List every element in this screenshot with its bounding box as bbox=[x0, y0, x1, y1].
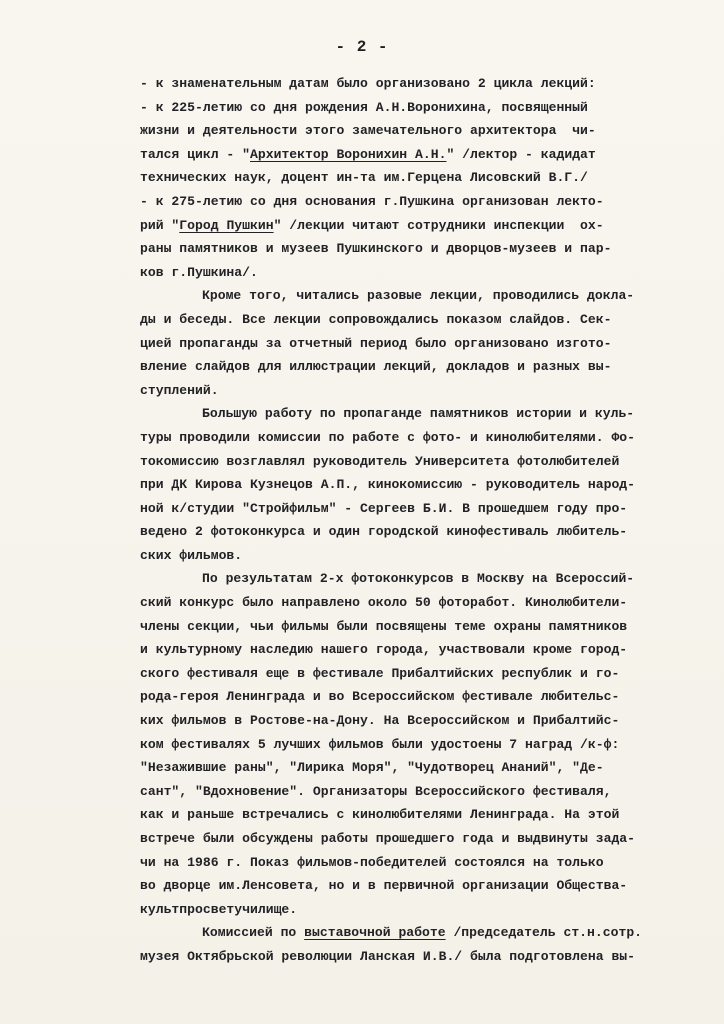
text-line bbox=[140, 402, 710, 426]
text-line bbox=[140, 733, 710, 757]
text-segment: культпросветучилище. bbox=[140, 901, 298, 917]
text-line bbox=[140, 756, 710, 780]
text-segment: туры проводили комиссии по работе с фото- и кинолюбителями. Фо- bbox=[140, 429, 636, 445]
text-segment: " /лектор - кадидат bbox=[446, 146, 596, 162]
text-segment: - к знаменательным датам было организовано 2 цикла лекций: bbox=[140, 76, 596, 91]
text-line bbox=[140, 851, 710, 875]
document-body bbox=[140, 72, 710, 969]
text-segment: "Незажившие раны", "Лирика Моря", "Чудотворец Ананий", "Де- bbox=[140, 760, 604, 776]
text-segment: встрече были обсуждены работы прошедшего года и выдвинуты зада- bbox=[140, 831, 636, 846]
text-line bbox=[140, 780, 710, 804]
text-line bbox=[140, 261, 710, 285]
text-segment: ского фестиваля еще в фестивале Прибалтийских республик и го- bbox=[140, 665, 620, 681]
underlined-title: Город Пушкин bbox=[179, 217, 274, 233]
text-segment: тался цикл - " bbox=[140, 146, 251, 162]
page-number: - 2 - bbox=[335, 38, 389, 56]
text-segment: при ДК Кирова Кузнецов А.П., кинокомиссию - руководитель народ- bbox=[140, 477, 636, 493]
text-line bbox=[140, 803, 710, 827]
text-segment: жизни и деятельности этого замечательного архитектора чи- bbox=[140, 123, 596, 139]
text-line bbox=[140, 827, 710, 851]
text-segment: цией пропаганды за отчетный период было организовано изгото- bbox=[140, 335, 612, 351]
text-line bbox=[140, 520, 710, 544]
text-segment: и культурному наследию нашего города, участвовали кроме город- bbox=[140, 642, 628, 658]
text-line bbox=[140, 214, 710, 238]
text-line bbox=[140, 190, 710, 214]
text-line bbox=[140, 166, 710, 190]
text-line bbox=[140, 921, 710, 945]
underlined-title: Архитектор Воронихин А.Н. bbox=[250, 146, 447, 162]
text-line bbox=[140, 332, 710, 356]
underlined-title: выставочной работе bbox=[304, 925, 446, 941]
text-line bbox=[140, 426, 710, 450]
text-line bbox=[140, 72, 710, 96]
text-segment: ной к/студии "Стройфильм" - Сергеев Б.И. В прошедшем году про- bbox=[140, 500, 628, 516]
text-segment: члены секции, чьи фильмы были посвящены теме охраны памятников bbox=[140, 618, 628, 634]
text-segment: - к 275-летию со дня основания г.Пушкина организован лекто- bbox=[140, 193, 604, 209]
text-segment: рий " bbox=[140, 217, 180, 233]
text-line bbox=[140, 355, 710, 379]
text-segment: ких фильмов в Ростове-на-Дону. На Всероссийском и Прибалтийс- bbox=[140, 713, 620, 729]
text-line bbox=[140, 379, 710, 403]
text-segment: чи на 1986 г. Показ фильмов-победителей состоялся на только bbox=[140, 854, 604, 870]
text-line bbox=[140, 874, 710, 898]
text-line bbox=[140, 945, 710, 969]
text-segment: Кроме того, читались разовые лекции, проводились докла- bbox=[202, 288, 635, 304]
text-line bbox=[140, 450, 710, 474]
text-line bbox=[140, 473, 710, 497]
text-segment: музея Октябрьской революции Ланская И.В./ была подготовлена вы- bbox=[140, 948, 636, 964]
text-line bbox=[140, 591, 710, 615]
text-line bbox=[140, 898, 710, 922]
text-segment: ков г.Пушкина/. bbox=[140, 264, 258, 280]
text-line bbox=[140, 96, 710, 120]
text-segment: Комиссией по bbox=[202, 925, 305, 941]
text-line bbox=[140, 685, 710, 709]
text-segment: ских фильмов. bbox=[140, 547, 243, 563]
text-segment: " /лекции читают сотрудники инспекции ох- bbox=[273, 217, 604, 233]
text-segment: ведено 2 фотоконкурса и один городской кинофестиваль любитель- bbox=[140, 524, 628, 540]
text-line bbox=[140, 119, 710, 143]
text-line bbox=[140, 284, 710, 308]
text-segment: ды и беседы. Все лекции сопровождались показом слайдов. Сек- bbox=[140, 311, 612, 327]
text-line bbox=[140, 143, 710, 167]
text-segment: сант", "Вдохновение". Организаторы Всероссийского фестиваля, bbox=[140, 783, 612, 799]
text-segment: Большую работу по пропаганде памятников истории и куль- bbox=[202, 406, 635, 422]
text-segment: вление слайдов для иллюстрации лекций, докладов и разных вы- bbox=[140, 359, 612, 375]
text-segment: во дворце им.Ленсовета, но и в первичной организации Общества- bbox=[140, 878, 628, 894]
text-segment: - к 225-летию со дня рождения А.Н.Воронихина, посвященный bbox=[140, 99, 588, 115]
text-line bbox=[140, 709, 710, 733]
text-line bbox=[140, 497, 710, 521]
text-segment: рода-героя Ленинграда и во Всероссийском фестивале любительс- bbox=[140, 689, 620, 705]
text-segment: ком фестивалях 5 лучших фильмов были удостоены 7 наград /к-ф: bbox=[140, 736, 620, 752]
text-line bbox=[140, 615, 710, 639]
text-segment: токомиссию возглавлял руководитель Университета фотолюбителей bbox=[140, 453, 620, 469]
text-segment: /председатель ст.н.сотр. bbox=[445, 925, 643, 941]
text-segment: ступлений. bbox=[140, 382, 219, 398]
text-segment: ский конкурс было направлено около 50 фоторабот. Кинолюбители- bbox=[140, 595, 628, 611]
text-segment: раны памятников и музеев Пушкинского и дворцов-музеев и пар- bbox=[140, 241, 612, 257]
text-line bbox=[140, 544, 710, 568]
text-line bbox=[140, 308, 710, 332]
text-line bbox=[140, 567, 710, 591]
text-line bbox=[140, 237, 710, 261]
text-segment: технических наук, доцент ин-та им.Герцена Лисовский В.Г./ bbox=[140, 170, 588, 186]
text-line bbox=[140, 662, 710, 686]
text-segment: По результатам 2-х фотоконкурсов в Москву на Всероссий- bbox=[202, 571, 635, 587]
text-segment: как и раньше встречались с кинолюбителями Ленинграда. На этой bbox=[140, 807, 620, 823]
text-line bbox=[140, 638, 710, 662]
